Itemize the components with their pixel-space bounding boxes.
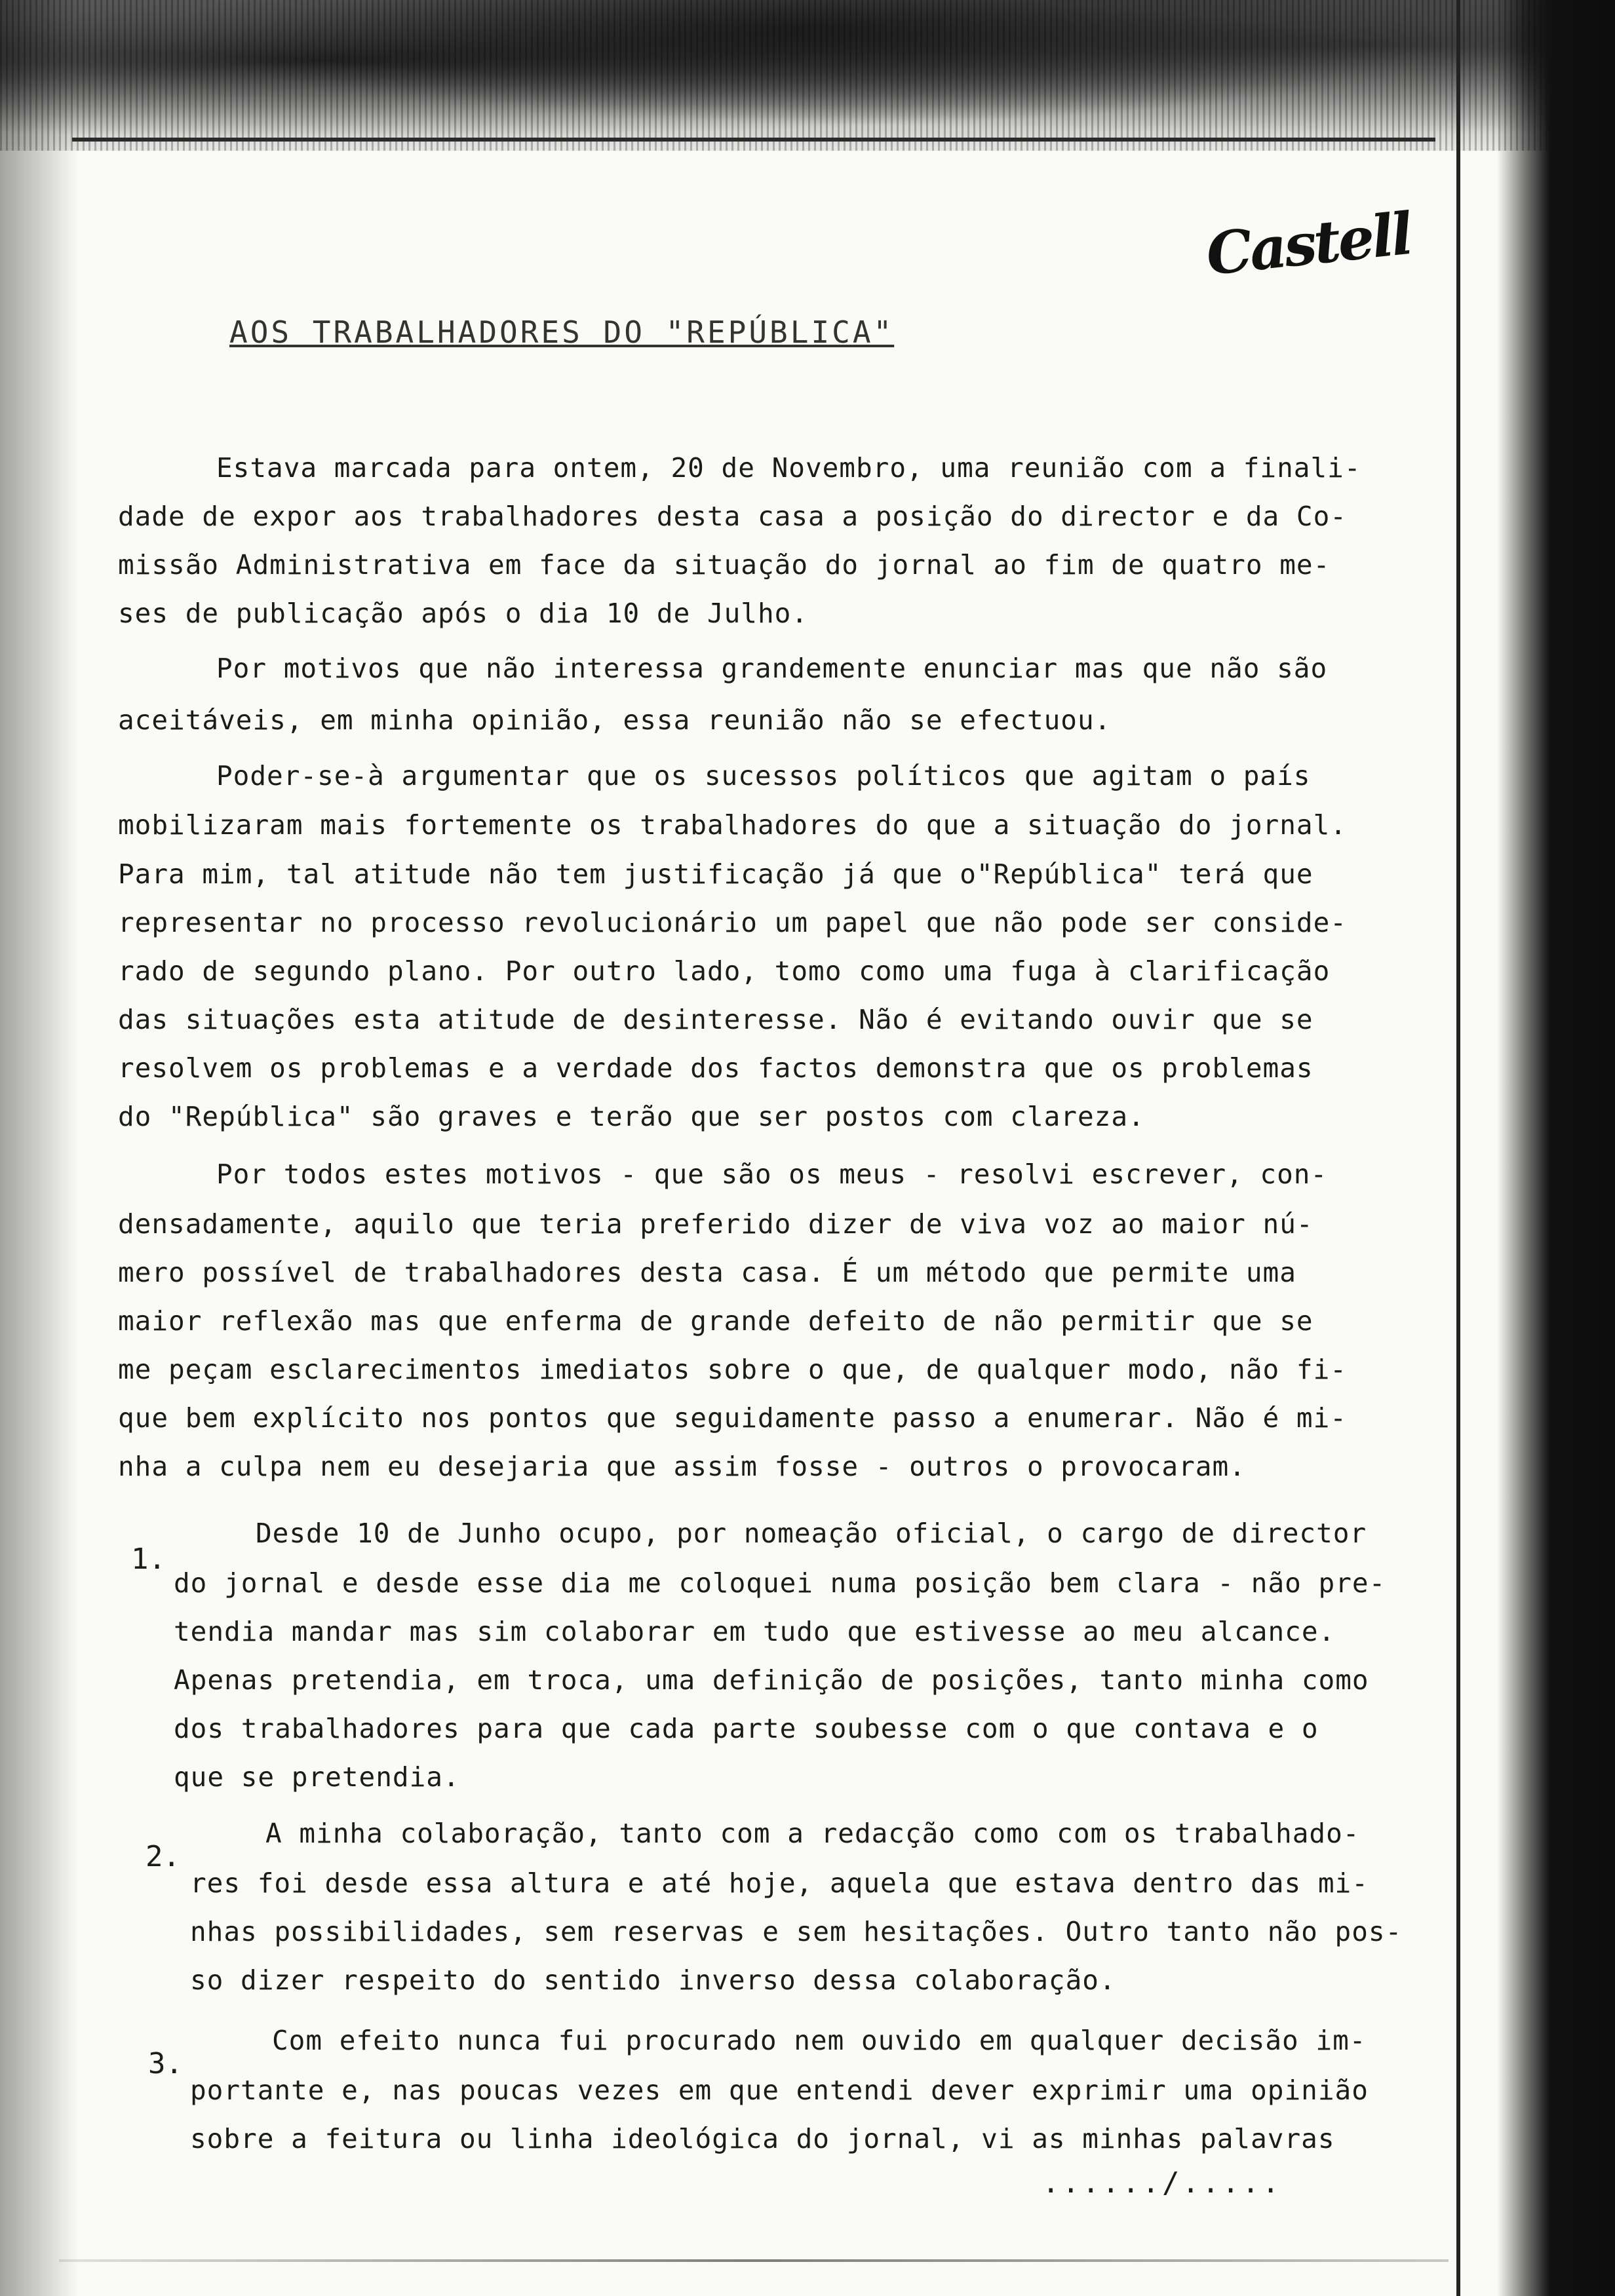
item-line: Apenas pretendia, em troca, uma definição de posições, tanto minha como [174, 1664, 1369, 1696]
scan-shadow-left [0, 0, 79, 2296]
item-line: res foi desde essa altura e até hoje, aquela que estava dentro das mi- [190, 1867, 1369, 1899]
body-line: Por todos estes motivos - que são os meus - resolvi escrever, con- [216, 1158, 1328, 1190]
continuation-mark: ....../..... [1042, 2166, 1282, 2200]
item-line: Com efeito nunca fui procurado nem ouvido em qualquer decisão im- [272, 2025, 1367, 2056]
body-line: Para mim, tal atitude não tem justificação já que o"República" terá que [118, 858, 1313, 890]
body-line: densadamente, aquilo que teria preferido dizer de viva voz ao maior nú- [118, 1208, 1313, 1240]
body-line: mobilizaram mais fortemente os trabalhadores do que a situação do jornal. [118, 809, 1347, 841]
item-line: so dizer respeito do sentido inverso dessa colaboração. [190, 1964, 1116, 1996]
top-rule [72, 138, 1435, 142]
bottom-rule [59, 2259, 1449, 2262]
item-line: que se pretendia. [174, 1761, 460, 1793]
body-line: representar no processo revolucionário um papel que não pode ser conside- [118, 907, 1347, 938]
signature: Castell [1203, 199, 1414, 289]
item-number: 2. [146, 1840, 180, 1873]
body-line: ses de publicação após o dia 10 de Julho. [118, 598, 809, 629]
body-line: resolvem os problemas e a verdade dos factos demonstra que os problemas [118, 1052, 1313, 1084]
body-line: missão Administrativa em face da situação do jornal ao fim de quatro me- [118, 549, 1331, 581]
item-line: A minha colaboração, tanto com a redacção como com os trabalhado- [265, 1818, 1360, 1849]
item-line: do jornal e desde esse dia me coloquei numa posição bem clara - não pre- [174, 1567, 1386, 1599]
body-line: Poder-se-à argumentar que os sucessos políticos que agitam o país [216, 760, 1311, 792]
body-line: que bem explícito nos pontos que seguidamente passo a enumerar. Não é mi- [118, 1402, 1347, 1434]
page-title: AOS TRABALHADORES DO "REPÚBLICA" [229, 315, 895, 350]
scan-shadow-right [1497, 0, 1615, 2296]
item-number: 3. [148, 2047, 183, 2080]
item-line: sobre a feitura ou linha ideológica do jornal, vi as minhas palavras [190, 2123, 1335, 2154]
body-line: maior reflexão mas que enferma de grande defeito de não permitir que se [118, 1305, 1313, 1337]
body-line: me peçam esclarecimentos imediatos sobre o que, de qualquer modo, não fi- [118, 1354, 1347, 1385]
item-line: portante e, nas poucas vezes em que entendi dever exprimir uma opinião [190, 2075, 1369, 2106]
body-line: do "República" são graves e terão que ser postos com clareza. [118, 1101, 1145, 1132]
body-line: Estava marcada para ontem, 20 de Novembro, uma reunião com a finali- [216, 452, 1361, 484]
body-line: rado de segundo plano. Por outro lado, tomo como uma fuga à clarificação [118, 955, 1331, 987]
body-line: mero possível de trabalhadores desta casa. É um método que permite uma [118, 1257, 1296, 1288]
item-number: 1. [131, 1542, 166, 1576]
item-line: Desde 10 de Junho ocupo, por nomeação oficial, o cargo de director [256, 1518, 1367, 1549]
body-line: Por motivos que não interessa grandemente enunciar mas que não são [216, 653, 1328, 684]
scan-noise-top [0, 0, 1615, 151]
item-line: tendia mandar mas sim colaborar em tudo que estivesse ao meu alcance. [174, 1616, 1336, 1647]
body-line: das situações esta atitude de desinteresse. Não é evitando ouvir que se [118, 1004, 1313, 1035]
scan-edge-line [1456, 0, 1460, 2296]
item-line: dos trabalhadores para que cada parte soubesse com o que contava e o [174, 1713, 1319, 1744]
body-line: aceitáveis, em minha opinião, essa reunião não se efectuou. [118, 704, 1112, 736]
body-line: nha a culpa nem eu desejaria que assim fosse - outros o provocaram. [118, 1451, 1246, 1482]
item-line: nhas possibilidades, sem reservas e sem hesitações. Outro tanto não pos- [190, 1916, 1403, 1947]
body-line: dade de expor aos trabalhadores desta casa a posição do director e da Co- [118, 501, 1347, 532]
